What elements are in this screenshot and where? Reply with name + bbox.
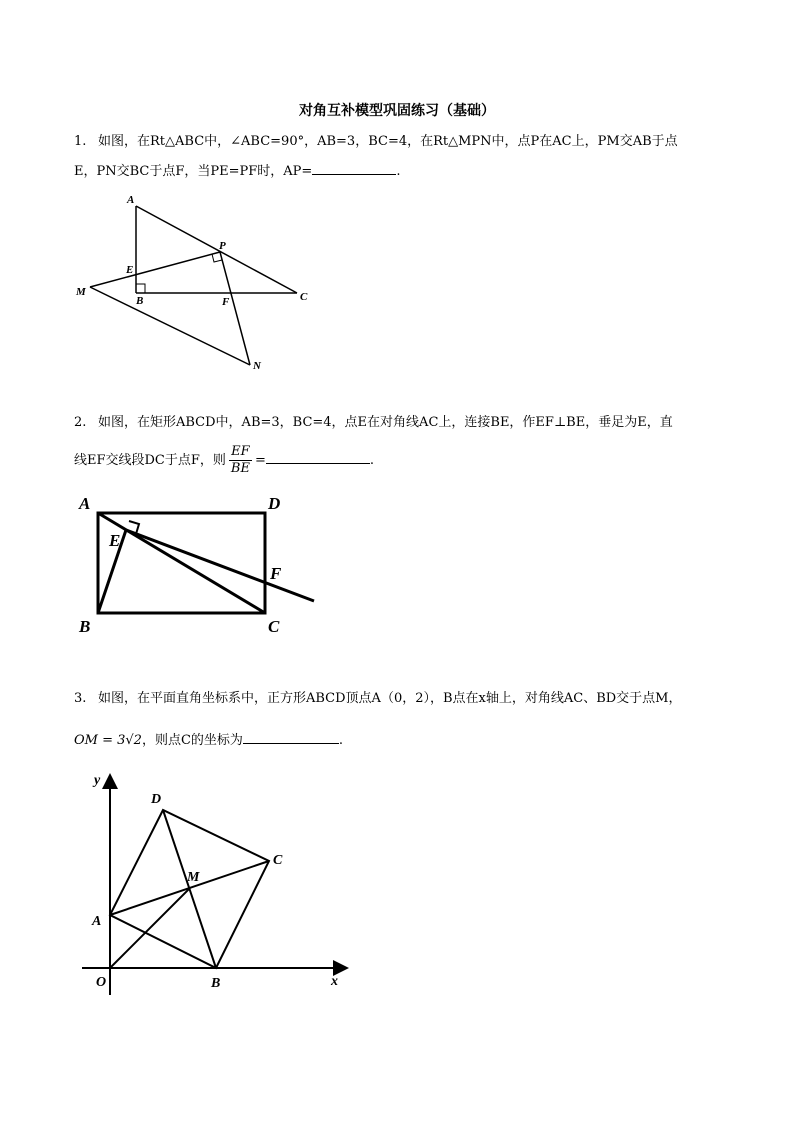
label-m: M xyxy=(187,870,200,885)
label-m: M xyxy=(76,286,86,298)
question-number: 1. xyxy=(74,134,87,149)
question-number: 2. xyxy=(74,415,87,430)
label-b: B xyxy=(136,295,144,307)
question-text: E，PN交BC于点F，当PE=PF时，AP= xyxy=(74,164,313,179)
period: . xyxy=(396,164,401,179)
label-c: C xyxy=(273,853,283,868)
label-x: x xyxy=(331,974,338,989)
period: . xyxy=(369,453,374,468)
segment-om xyxy=(110,888,190,968)
label-f: F xyxy=(222,296,230,308)
label-o: O xyxy=(96,975,107,990)
question-number: 3. xyxy=(74,691,87,706)
math-om: OM = 3√2 xyxy=(74,733,142,748)
fraction-denominator: BE xyxy=(230,461,250,476)
equals-sign: = xyxy=(254,453,266,468)
question-text: 如图，在平面直角坐标系中，正方形ABCD顶点A（0，2），B点在x轴上，对角线AC、BD交于点M， xyxy=(98,691,682,706)
period: . xyxy=(338,733,344,748)
label-d: D xyxy=(268,494,281,513)
label-b: B xyxy=(211,976,221,991)
label-e: E xyxy=(109,531,121,550)
label-a: A xyxy=(127,194,135,206)
question-text: ，则点C的坐标为 xyxy=(141,733,243,748)
label-c: C xyxy=(300,291,308,303)
question-text: 如图，在矩形ABCD中，AB=3，BC=4，点E在对角线AC上，连接BE，作EF⊥BE，垂足为E，直 xyxy=(98,415,673,430)
question-text: 线EF交线段DC于点F，则 xyxy=(74,453,226,468)
fraction-numerator: EF xyxy=(229,444,252,461)
label-a: A xyxy=(92,914,102,929)
label-b: B xyxy=(79,617,91,636)
label-p: P xyxy=(219,240,226,252)
label-y: y xyxy=(94,773,101,788)
page-title: 对角互补模型巩固练习（基础） xyxy=(299,103,495,119)
label-e: E xyxy=(126,264,134,276)
label-a: A xyxy=(79,494,91,513)
label-c: C xyxy=(268,617,280,636)
label-n: N xyxy=(253,360,261,372)
label-f: F xyxy=(270,564,282,583)
label-d: D xyxy=(151,792,162,807)
question-text: 如图，在Rt△ABC中，∠ABC=90°，AB=3，BC=4，在Rt△MPN中，点P在AC上，PM交AB于点 xyxy=(98,134,678,149)
